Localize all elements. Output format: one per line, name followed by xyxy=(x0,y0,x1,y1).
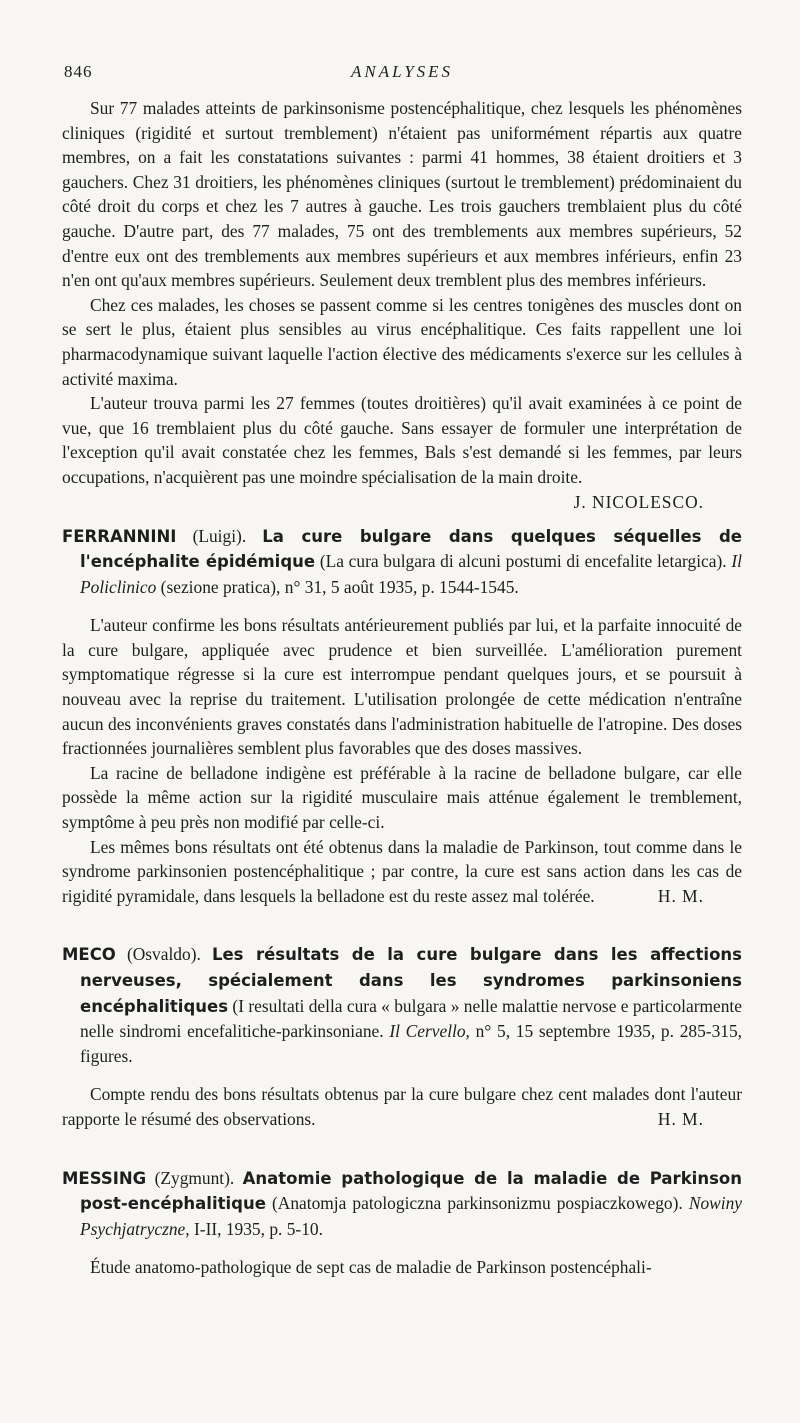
bibliography-entry xyxy=(62,942,742,1068)
entry-firstname: (Luigi). xyxy=(192,525,247,546)
page-number: 846 xyxy=(64,62,93,81)
entry-journal: Il Policlinico xyxy=(80,551,742,597)
intro-paragraph xyxy=(62,391,742,512)
entry-firstname: (Zygmunt). xyxy=(154,1167,235,1188)
entry-title: La cure bulgare dans quelques séquelles de l'encéphalite épidémique xyxy=(80,526,742,572)
entry-paragraph: L'auteur confirme les bons résultats antérieurement publiés par lui, et la parfaite innocuité de la cure bulgare, appliquée avec prudence et bien surveillée. L'amélioration purement symptomatique régresse si la cure est interrompue pendant quelques jours, et se poursuit à nouveau avec la reprise du traitement. L'utilisation prolongée de cette médication n'entraîne aucun des inconvénients graves constatés dans l'administration habituelle de l'atropine. Des doses fractionnées journalières semblent plus favorables que des doses massives. xyxy=(62,615,742,759)
entry-firstname: (Osvaldo). xyxy=(126,944,201,965)
intro-paragraph-text: L'auteur trouva parmi les 27 femmes (toutes droitières) qu'il avait examinées à ce point de vue, que 16 tremblaient plus du côté gauche. Sans essayer de formuler une interprétation de l'exception qu'il avait constatée chez les femmes, Bals s'est demandé si les femmes, par leurs occupations, n'acquièrent pas une moindre spécialisation de la main droite. xyxy=(62,393,742,487)
entry-author: MESSING xyxy=(62,1168,147,1188)
entry-reference: I-II, 1935, p. 5-10. xyxy=(193,1218,323,1239)
entry-paragraph-text: Les mêmes bons résultats ont été obtenus dans la maladie de Parkinson, tout comme dans le syndrome parkinsonien postencéphalitique ; par contre, la cure est sans action dans les cas de rigidité pyramidale, dans lesquels la belladone est du reste assez mal tolérée. xyxy=(62,836,742,906)
entry-journal: Nowiny Psychjatryczne, xyxy=(80,1193,742,1239)
entry-journal: Il Cervello, xyxy=(389,1021,470,1042)
entry-paragraph-text: Compte rendu des bons résultats obtenus par la cure bulgare chez cent malades dont l'auteur rapporte le résumé des observations. xyxy=(62,1084,742,1129)
entry-reference: n° 5, 15 septembre 1935, p. 285-315, figures. xyxy=(80,1021,742,1066)
intro-paragraph: Sur 77 malades atteints de parkinsonisme postencéphalitique, chez lesquels les phénomènes cliniques (rigidité et surtout tremblement) n'étaient pas uniformément répartis aux quatre membres, on a fait les constatations suivantes : parmi 41 hommes, 38 étaient droitiers et 3 gauchers. Chez 31 droitiers, les phénomènes cliniques (surtout le tremblement) prédominaient du côté droit du corps et chez les 7 autres à gauche. Les trois gauchers tremblaient plus du côté gauche. D'autre part, des 77 malades, 75 ont des tremblements aux membres supérieurs, 52 d'entre eux ont des tremblements aux membres supérieurs et aux membres inférieurs, enfin 23 n'en ont qu'aux membres supérieurs. Seulement deux tremblent plus des membres inférieurs. xyxy=(62,98,742,291)
entry-paragraph xyxy=(62,835,742,909)
entry-original-title: (I resultati della cura « bulgara » nelle malattie nervose e particolarmente nelle sindromi encefalitiche-parkinsoniane. xyxy=(80,995,742,1042)
signature: H. M. xyxy=(657,885,704,906)
entry-title: Les résultats de la cure bulgare dans les affections nerveuses, spécialement dans les syndromes parkinsoniens encéphalitiques xyxy=(80,945,742,1016)
entry-author: FERRANNINI xyxy=(62,526,177,546)
entry-paragraph xyxy=(62,1082,742,1131)
signature: J. NICOLESCO. xyxy=(573,491,704,512)
entry-original-title: (La cura bulgara di alcuni postumi di encefalite letargica). xyxy=(319,551,727,572)
bibliography-entry xyxy=(62,1166,742,1242)
entry-paragraph: Étude anatomo-pathologique de sept cas de maladie de Parkinson postencéphali- xyxy=(90,1257,652,1278)
intro-paragraph: Chez ces malades, les choses se passent comme si les centres tonigènes des muscles dont on se sert le plus, étaient plus sensibles au virus encéphalitique. Ces faits rappellent une loi pharmacodynamique suivant laquelle l'action élective des médicaments s'exerce sur les cellules à activité maxima. xyxy=(62,294,742,389)
entry-title: Anatomie pathologique de la maladie de Parkinson post-encéphalitique xyxy=(80,1168,742,1214)
entry-original-title: (Anatomja patologiczna parkinsonizmu pospiaczkowego). xyxy=(271,1193,683,1214)
entry-paragraph: La racine de belladone indigène est préférable à la racine de belladone bulgare, car elle possède la même action sur la rigidité musculaire mais atténue également le tremblement, symptôme à peu près non modifié par celle-ci. xyxy=(62,762,742,833)
entry-reference: (sezione pratica), n° 31, 5 août 1935, p. 1544-1545. xyxy=(160,576,519,597)
entry-author: MECO xyxy=(62,945,116,965)
page-header xyxy=(64,62,740,86)
page-content xyxy=(62,96,742,1280)
bibliography-entry xyxy=(62,524,742,600)
signature: H. M. xyxy=(657,1108,704,1129)
running-title: ANALYSES xyxy=(350,62,454,81)
